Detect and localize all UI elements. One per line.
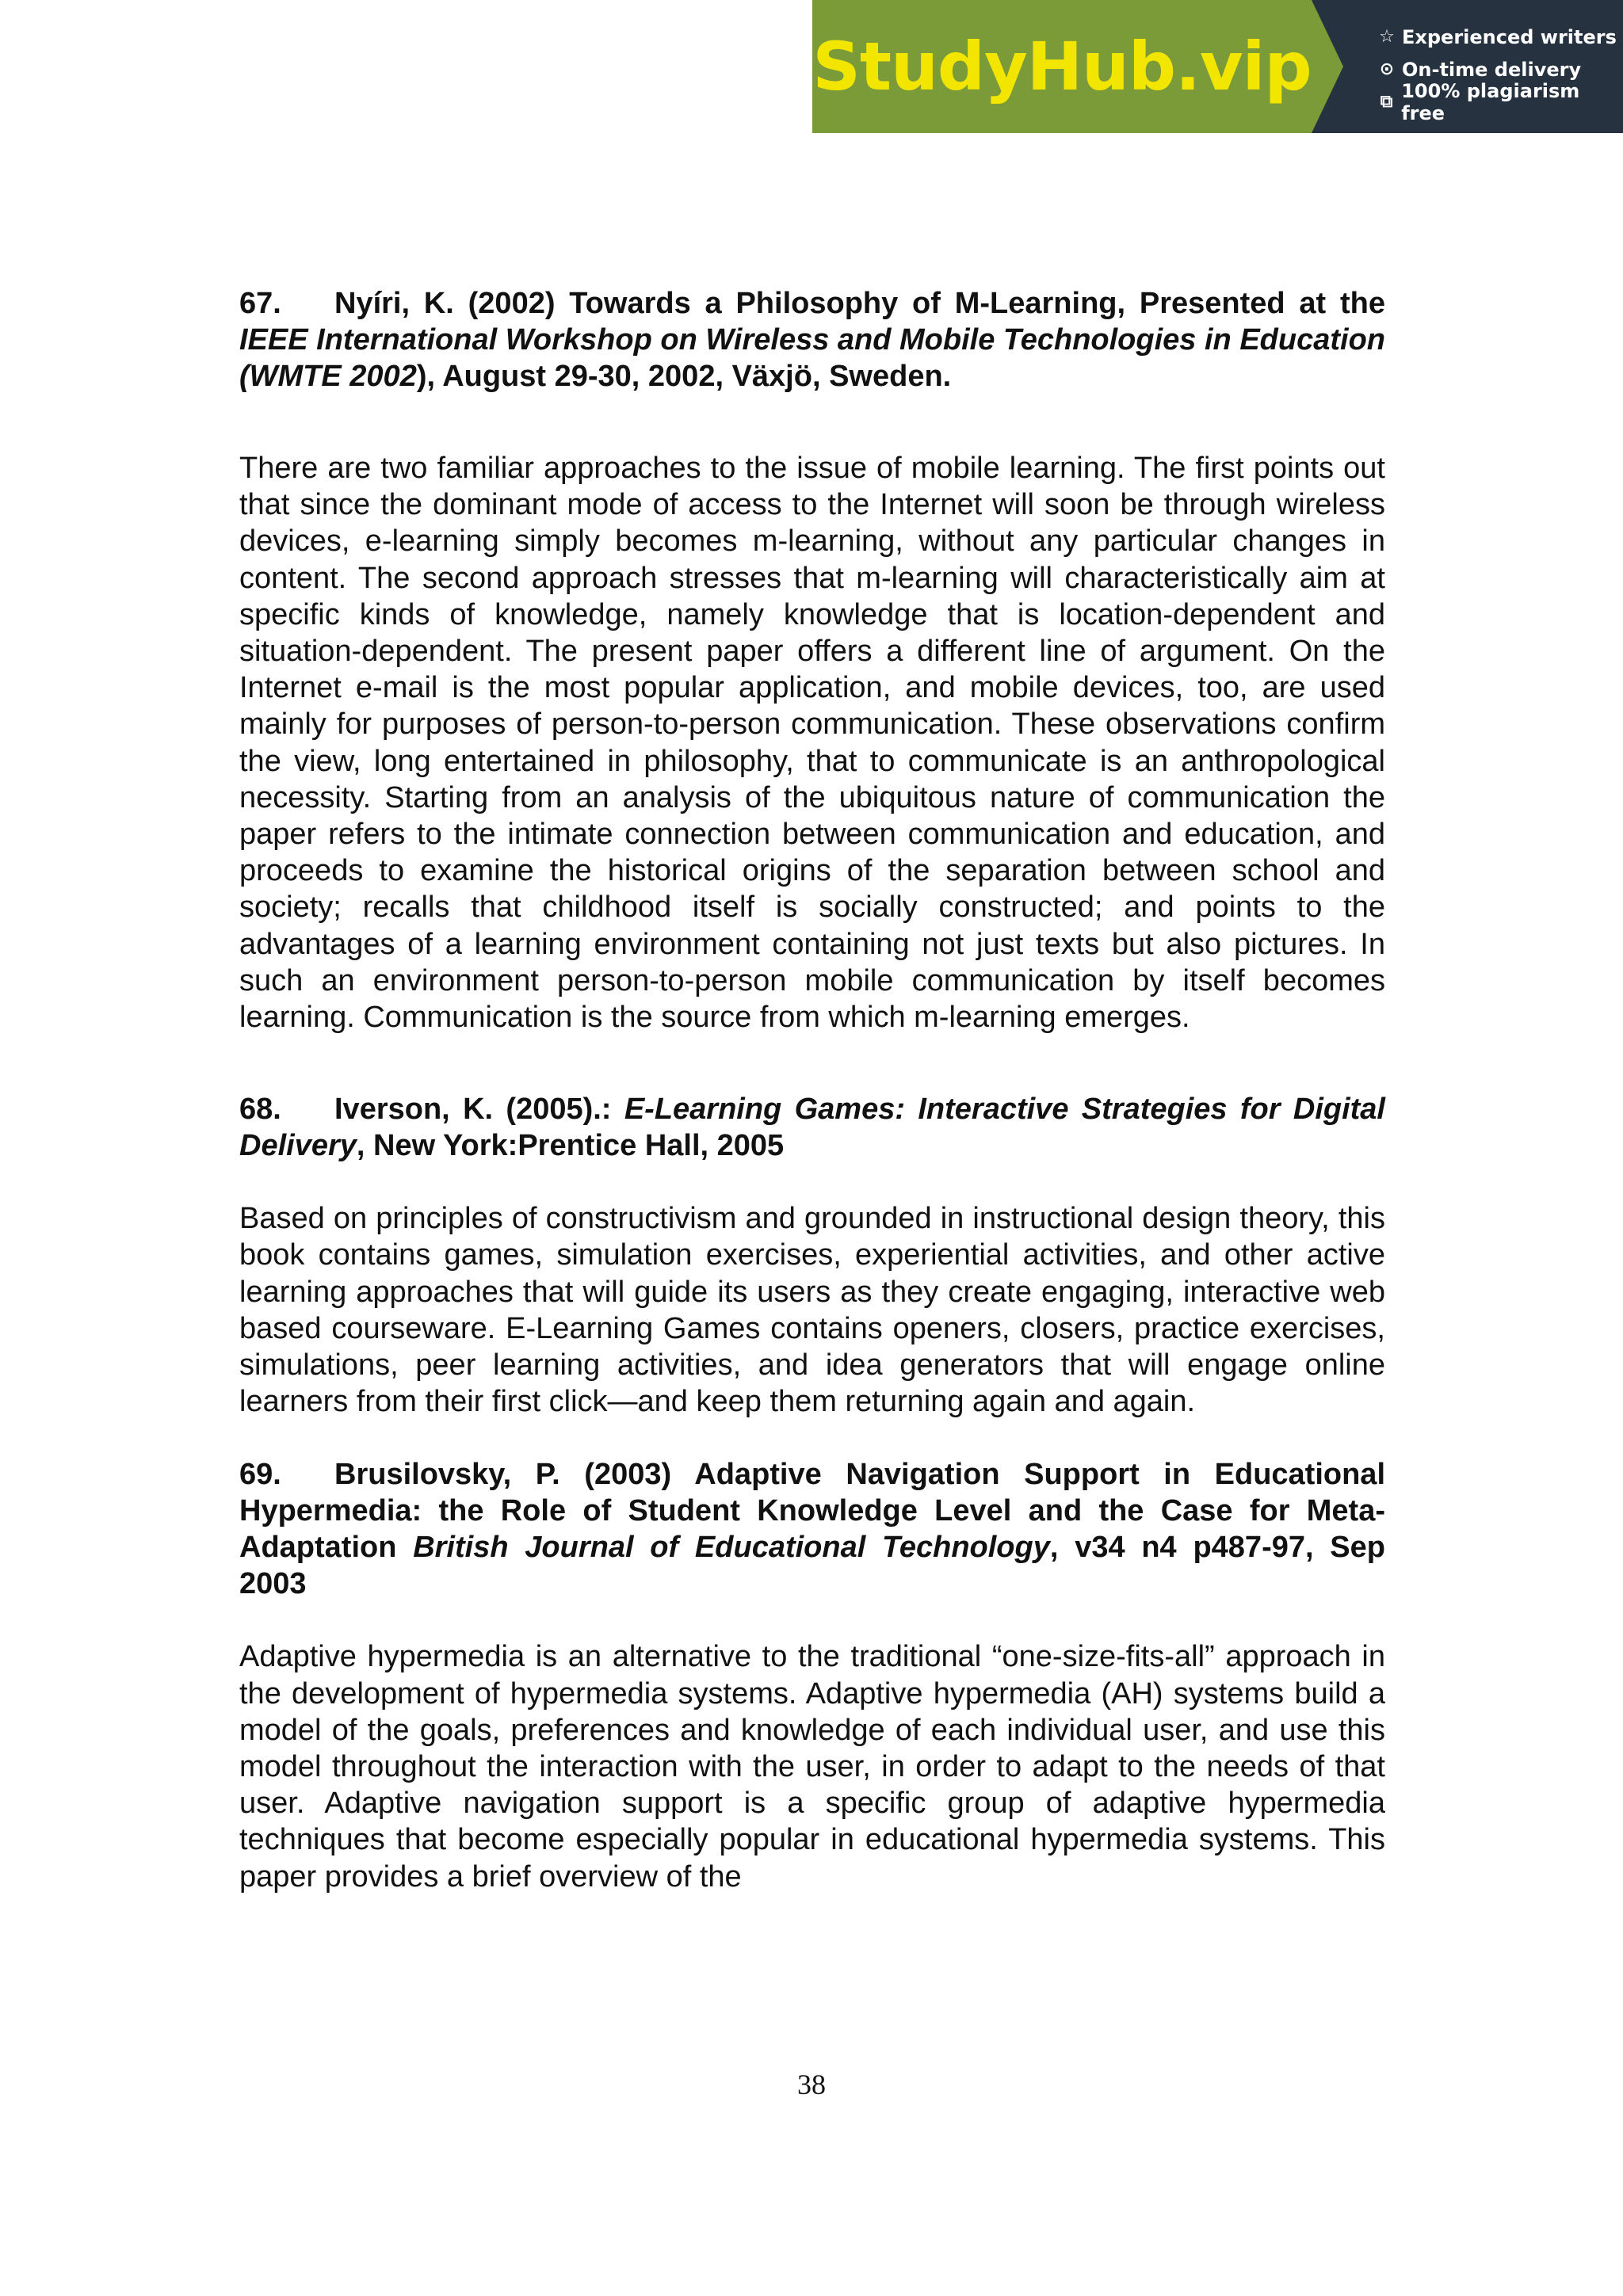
page-number: 38 xyxy=(797,2069,826,2100)
reference-author: Iverson, K. (2005).: xyxy=(334,1093,624,1127)
feature-experienced-writers xyxy=(1377,21,1623,53)
reference-number: 69. xyxy=(239,1458,281,1492)
studyhub-banner[interactable] xyxy=(812,0,1623,133)
reference-abstract-69: Adaptive hypermedia is an alternative to the traditional “one-size-fits-all” approach in the development of hypermedia systems. Adaptive hypermedia (AH) systems build a model of the goals, preferences and knowledge of each individual user, and use this model throughout the interaction with the user, in order to adapt to the needs of that user. Adaptive navigation support is a specific group of adaptive hypermedia techniques that become especially popular in educational hypermedia systems. This paper provides a brief overview of the xyxy=(239,1640,1385,1894)
reference-date-place: ), August 29-30, 2002, Växjö, Sweden. xyxy=(416,360,952,393)
star-outline-icon: ☆ xyxy=(1379,27,1395,47)
reference-presented: , Presented at the xyxy=(1117,287,1386,320)
feature-label: Experienced writers xyxy=(1402,25,1617,48)
copy-icon: ⧉ xyxy=(1380,92,1393,112)
feature-label: On-time delivery xyxy=(1402,58,1582,81)
reference-author-title: Brusilovsky, P. (2003) Adaptive Navigation Support in Educational Hypermedia: the Role of Student Knowledge Level and the Case for Meta-Adaptation xyxy=(239,1458,1385,1565)
banner-features xyxy=(1312,0,1623,133)
reference-venue: IEEE International Workshop on Wireless and Mobile Technologies in Education (WMTE 2002 xyxy=(239,323,1385,393)
reference-abstract-67: There are two familiar approaches to the issue of mobile learning. The first points out that since the dominant mode of access to the Internet will soon be through wireless devices, e-learning simply becomes m-learning, without any particular changes in content. The second approach stresses that m-learning will characteristically aim at specific kinds of knowledge, namely knowledge that is location-dependent and situation-dependent. The present paper offers a different line of argument. On the Internet e-mail is the most popular application, and mobile devices, too, are used mainly for purposes of person-to-person communication. These observations confirm the view, long entertained in philosophy, that to communicate is an anthropological necessity. Starting from an analysis of the ubiquitous nature of communication the paper refers to the intimate connection between communication and education, and proceeds to examine the historical origins of the separation between school and society; recalls that childhood itself is socially constructed; and points to the advantages of a learning environment containing not just texts but also pictures. In such an environment person-to-person mobile communication by itself becomes learning. Communication is the source from which m-learning emerges. xyxy=(239,452,1385,1035)
banner-arrow-shape xyxy=(1312,0,1343,133)
reference-number: 67. xyxy=(239,287,281,320)
reference-heading-69 xyxy=(239,1456,1385,1602)
feature-label: 100% plagiarism free xyxy=(1401,79,1580,124)
reference-publisher: , New York:Prentice Hall, 2005 xyxy=(356,1129,785,1163)
clock-icon: ⊙ xyxy=(1379,59,1395,79)
reference-journal: British Journal of Educational Technology xyxy=(413,1531,1050,1565)
feature-plagiarism-free xyxy=(1377,79,1623,124)
reference-abstract-68: Based on principles of constructivism and grounded in instructional design theory, this book contains games, simulation exercises, experiential activities, and other active learning approaches that will guide its users as they create engaging, interactive web based courseware. E-Learning Games contains openers, closers, practice exercises, simulations, peer learning activities, and idea generators that will engage online learners from their first click—and keep them returning again and again. xyxy=(239,1202,1385,1419)
reference-heading-68 xyxy=(239,1091,1385,1164)
reference-heading-67 xyxy=(239,285,1385,395)
reference-number: 68. xyxy=(239,1093,281,1127)
logo-text: StudyHub.vip xyxy=(812,28,1312,105)
studyhub-logo[interactable] xyxy=(812,0,1312,133)
reference-author-title: Nyíri, K. (2002) Towards a Philosophy of M-Learning xyxy=(334,287,1117,320)
reference-volume-date: , v34 n4 p487-97, Sep 2003 xyxy=(239,1531,1385,1601)
document-body xyxy=(239,285,1385,1895)
reference-title: E-Learning Games: Interactive Strategies for Digital Delivery xyxy=(239,1093,1385,1163)
